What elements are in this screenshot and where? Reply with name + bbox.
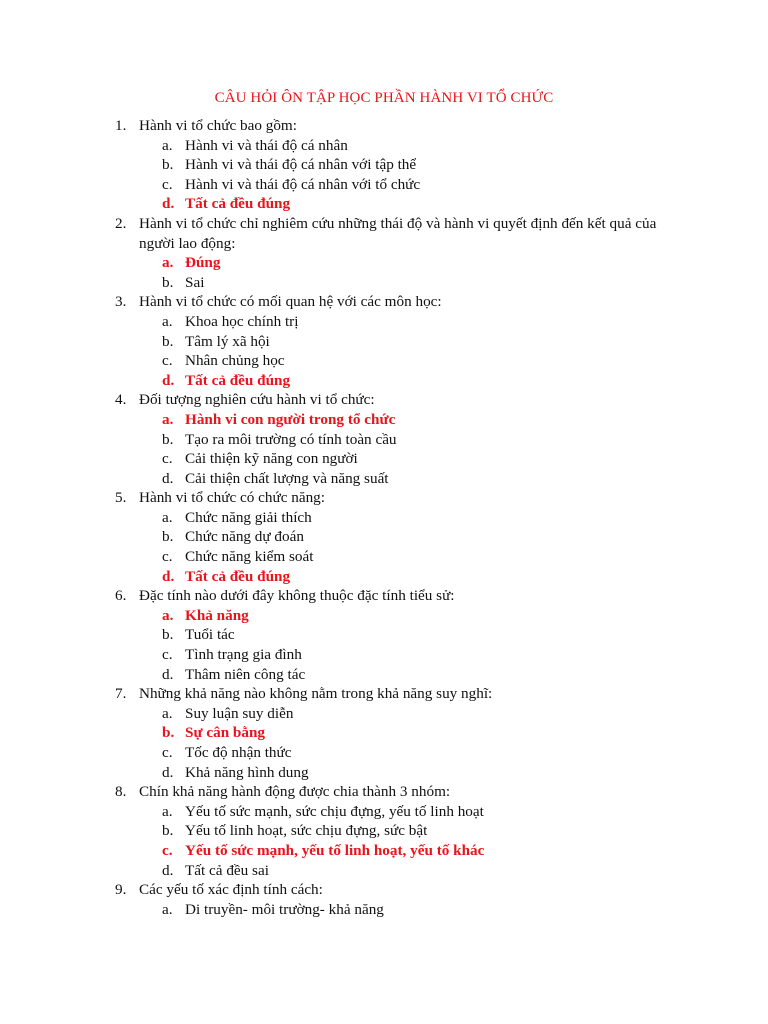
question-stem	[0, 488, 679, 508]
option-text: Hành vi con người trong tổ chức	[185, 410, 396, 428]
option-text: Chức năng dự đoán	[185, 528, 304, 546]
option-text: Tất cả đều đúng	[185, 195, 291, 213]
question-number: 2.	[115, 214, 127, 232]
question-item	[0, 488, 768, 586]
option-letter: a.	[162, 704, 173, 722]
question-number: 9.	[115, 881, 127, 899]
question-item	[0, 292, 768, 390]
answer-option	[0, 861, 768, 881]
question-item	[0, 116, 768, 214]
question-text: Hành vi tổ chức chỉ nghiêm cứu những thái độ và hành vi quyết định đến kết quả của người lao động:	[139, 214, 657, 252]
option-list	[0, 508, 768, 586]
answer-option	[0, 665, 768, 685]
question-stem	[0, 214, 679, 253]
option-list	[0, 704, 768, 782]
option-list	[0, 253, 768, 292]
answer-option	[0, 821, 768, 841]
option-text: Tuổi tác	[185, 626, 235, 644]
answer-option	[0, 704, 768, 724]
question-stem	[0, 116, 679, 136]
answer-option	[0, 508, 768, 528]
question-number: 3.	[115, 293, 127, 311]
option-letter: b.	[162, 273, 174, 291]
option-text: Nhân chủng học	[185, 352, 285, 370]
question-text: Đặc tính nào dưới đây không thuộc đặc tính tiểu sử:	[139, 587, 455, 605]
option-letter: c.	[162, 841, 173, 859]
question-item	[0, 782, 768, 880]
option-list	[0, 312, 768, 390]
option-text: Cải thiện kỹ năng con người	[185, 450, 358, 468]
answer-option	[0, 547, 768, 567]
option-letter: c.	[162, 450, 173, 468]
question-stem	[0, 390, 679, 410]
option-text: Khoa học chính trị	[185, 312, 299, 330]
correct-answer-option	[0, 194, 768, 214]
correct-answer-option	[0, 723, 768, 743]
option-text: Tình trạng gia đình	[185, 646, 302, 664]
answer-option	[0, 155, 768, 175]
option-text: Tâm lý xã hội	[185, 332, 270, 350]
correct-answer-option	[0, 841, 768, 861]
question-text: Hành vi tổ chức có mối quan hệ với các môn học:	[139, 293, 442, 311]
option-letter: c.	[162, 175, 173, 193]
question-number: 1.	[115, 117, 127, 134]
option-letter: d.	[162, 469, 174, 487]
option-text: Thâm niên công tác	[185, 665, 306, 683]
option-text: Tất cả đều sai	[185, 861, 269, 879]
option-letter: a.	[162, 802, 173, 820]
document-title: CÂU HỎI ÔN TẬP HỌC PHẦN HÀNH VI TỔ CHỨC	[214, 90, 554, 106]
option-text: Sự cân bằng	[185, 724, 266, 742]
correct-answer-option	[0, 253, 768, 273]
question-item	[0, 390, 768, 488]
question-text: Hành vi tổ chức có chức năng:	[139, 489, 325, 507]
answer-option	[0, 527, 768, 547]
option-text: Yếu tố sức mạnh, yếu tố linh hoạt, yếu tố khác	[185, 841, 485, 859]
option-letter: a.	[162, 136, 173, 154]
option-text: Khả năng	[185, 606, 249, 624]
answer-option	[0, 763, 768, 783]
question-stem	[0, 684, 679, 704]
option-letter: d.	[162, 763, 174, 781]
option-list	[0, 410, 768, 488]
option-letter: d.	[162, 195, 175, 213]
option-letter: a.	[162, 900, 173, 918]
correct-answer-option	[0, 606, 768, 626]
answer-option	[0, 136, 768, 156]
question-stem	[0, 782, 679, 802]
option-text: Cải thiện chất lượng và năng suất	[185, 469, 389, 487]
question-text: Những khả năng nào không nằm trong khả năng suy nghĩ:	[139, 685, 493, 703]
answer-option	[0, 273, 768, 293]
option-text: Suy luận suy diễn	[185, 704, 294, 722]
option-text: Yếu tố linh hoạt, sức chịu đựng, sức bật	[185, 822, 428, 840]
option-letter: b.	[162, 724, 175, 742]
option-letter: c.	[162, 744, 173, 761]
question-stem	[0, 292, 679, 312]
option-letter: d.	[162, 665, 174, 683]
option-text: Khả năng hình dung	[185, 763, 309, 781]
question-stem	[0, 586, 679, 606]
option-letter: d.	[162, 861, 174, 879]
question-list	[0, 116, 768, 919]
option-letter: d.	[162, 567, 175, 585]
option-letter: b.	[162, 528, 174, 546]
answer-option	[0, 900, 768, 920]
option-text: Di truyền- môi trường- khả năng	[185, 900, 384, 918]
option-letter: b.	[162, 626, 174, 644]
question-number: 7.	[115, 685, 127, 703]
option-list	[0, 900, 768, 920]
answer-option	[0, 430, 768, 450]
answer-option	[0, 625, 768, 645]
option-letter: b.	[162, 822, 174, 840]
option-text: Tạo ra môi trường có tính toàn cầu	[185, 430, 397, 448]
answer-option	[0, 802, 768, 822]
option-letter: b.	[162, 332, 174, 350]
option-letter: c.	[162, 352, 173, 370]
answer-option	[0, 645, 768, 665]
option-letter: b.	[162, 430, 174, 448]
answer-option	[0, 449, 768, 469]
answer-option	[0, 332, 768, 352]
correct-answer-option	[0, 371, 768, 391]
answer-option	[0, 312, 768, 332]
option-letter: c.	[162, 646, 173, 664]
question-text: Đối tượng nghiên cứu hành vi tổ chức:	[139, 391, 375, 409]
option-text: Chức năng kiểm soát	[185, 548, 314, 566]
option-letter: a.	[162, 410, 174, 428]
option-text: Đúng	[185, 254, 221, 272]
option-letter: a.	[162, 606, 174, 624]
question-text: Chín khả năng hành động được chia thành 3 nhóm:	[139, 783, 451, 801]
option-text: Tốc độ nhận thức	[185, 744, 292, 761]
question-item	[0, 586, 768, 684]
question-number: 4.	[115, 391, 127, 409]
option-text: Tất cả đều đúng	[185, 371, 291, 389]
option-letter: a.	[162, 312, 173, 330]
question-item	[0, 880, 768, 919]
option-list	[0, 606, 768, 684]
correct-answer-option	[0, 410, 768, 430]
option-letter: d.	[162, 371, 175, 389]
question-item	[0, 684, 768, 782]
option-text: Hành vi và thái độ cá nhân với tập thể	[185, 156, 417, 174]
question-item	[0, 214, 768, 292]
option-letter: c.	[162, 548, 173, 566]
option-text: Hành vi và thái độ cá nhân với tổ chức	[185, 175, 421, 193]
option-letter: b.	[162, 156, 174, 174]
option-text: Chức năng giải thích	[185, 508, 312, 526]
option-letter: a.	[162, 254, 174, 272]
question-text: Các yếu tố xác định tính cách:	[139, 881, 323, 899]
question-stem	[0, 880, 679, 900]
option-text: Hành vi và thái độ cá nhân	[185, 136, 348, 154]
option-list	[0, 136, 768, 214]
option-letter: a.	[162, 508, 173, 526]
option-text: Tất cả đều đúng	[185, 567, 291, 585]
question-number: 6.	[115, 587, 127, 605]
correct-answer-option	[0, 567, 768, 587]
question-number: 8.	[115, 783, 127, 801]
option-text: Yếu tố sức mạnh, sức chịu đựng, yếu tố linh hoạt	[185, 802, 484, 820]
question-text: Hành vi tổ chức bao gồm:	[139, 117, 297, 134]
answer-option	[0, 469, 768, 489]
answer-option	[0, 743, 768, 763]
question-number: 5.	[115, 489, 127, 507]
answer-option	[0, 175, 768, 195]
option-text: Sai	[185, 273, 205, 291]
option-list	[0, 802, 768, 880]
answer-option	[0, 351, 768, 371]
